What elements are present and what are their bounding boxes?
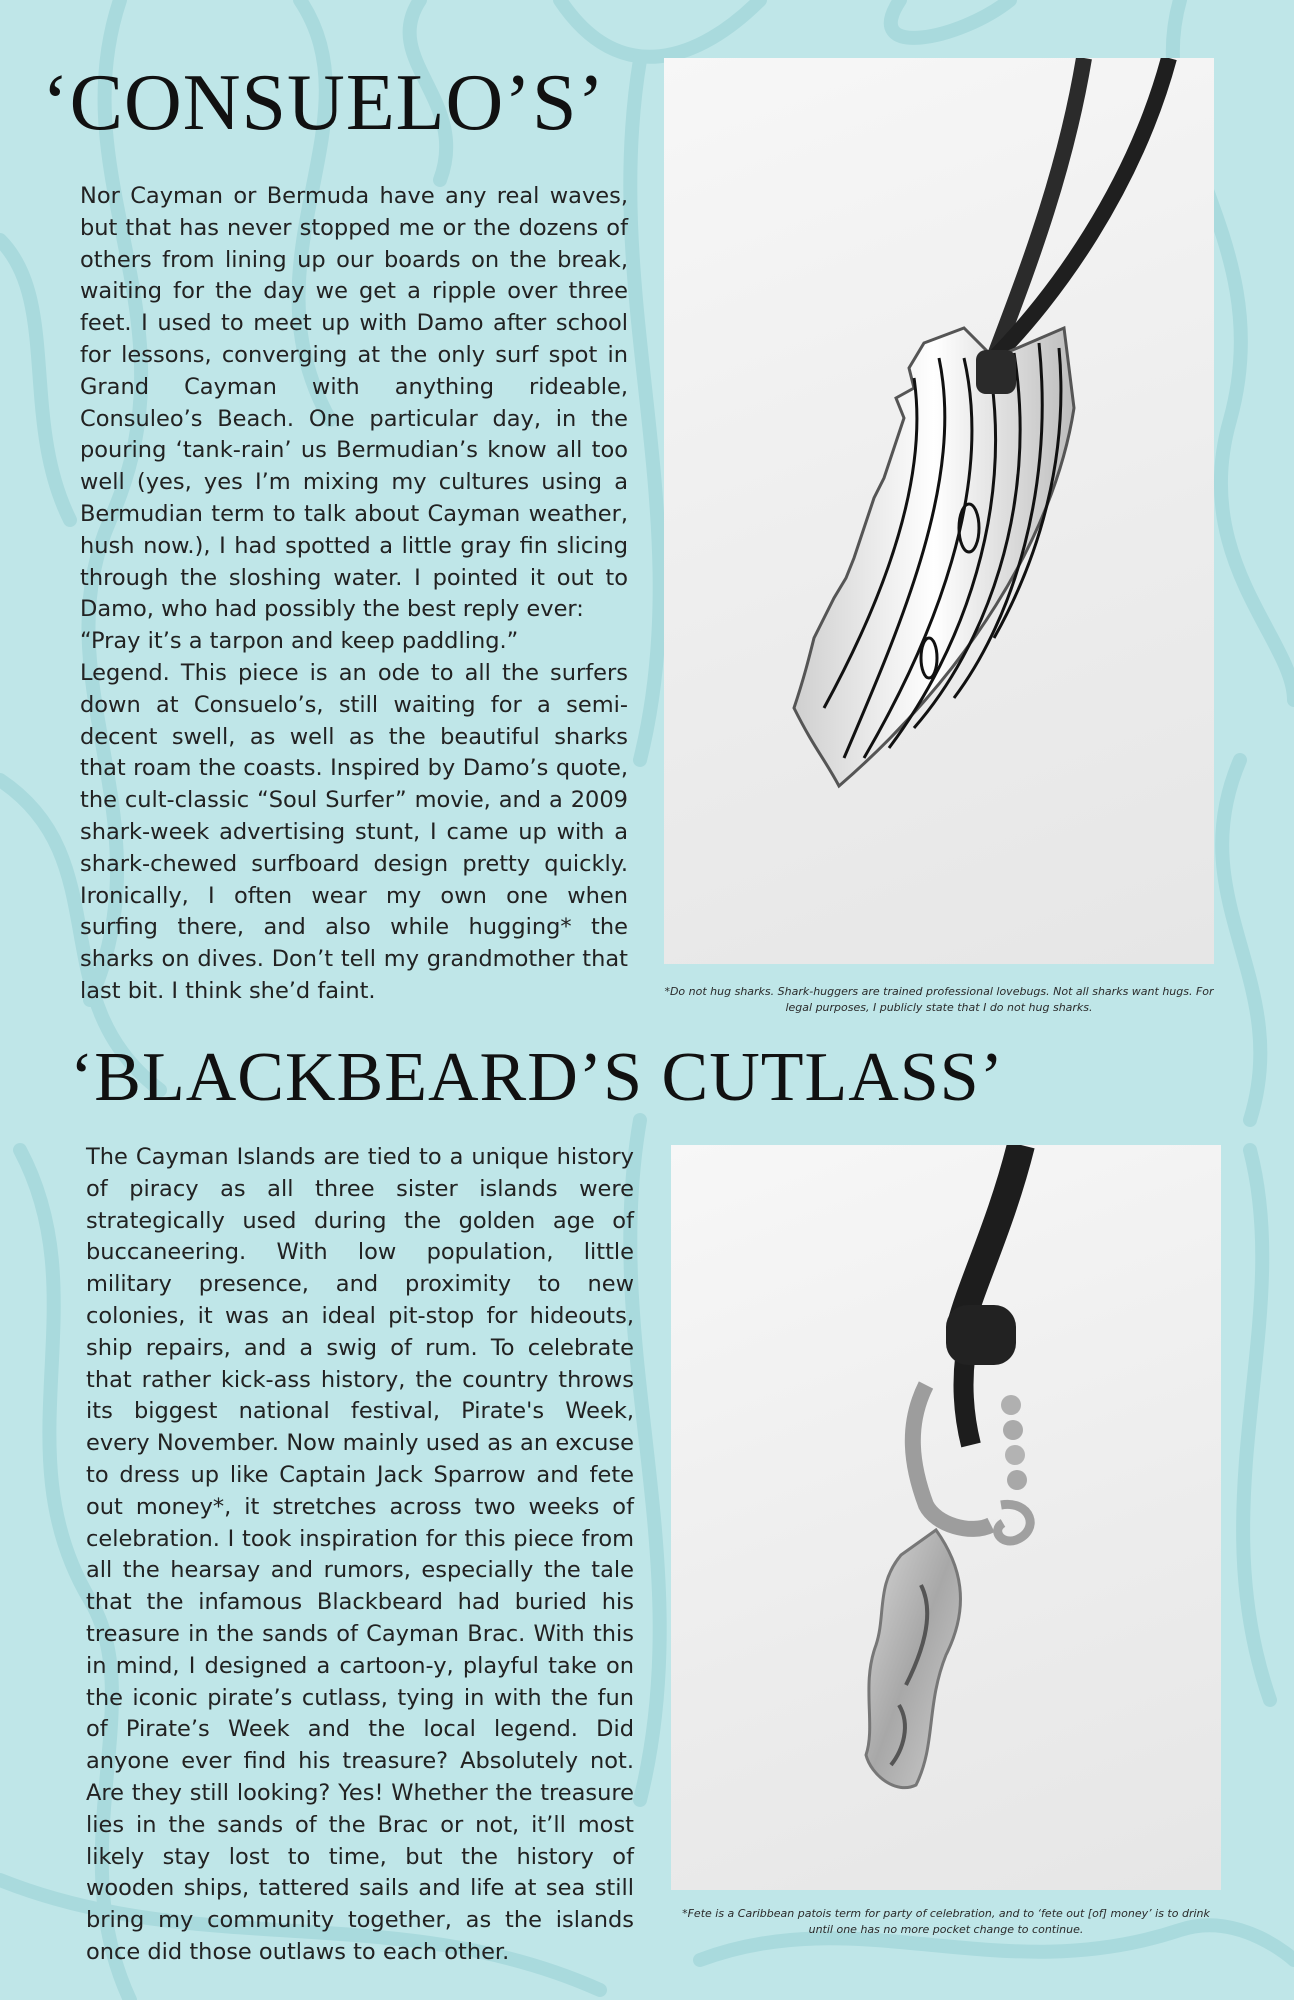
cutlass-story	[86, 1142, 634, 1969]
cutlass-paragraph: The Cayman Islands are tied to a unique history of piracy as all three sister islands were strategically used during the golden age of buccaneering. With low population, little military presence, and proximity to new colonies, it was an ideal pit-stop for hideouts, ship repairs, and a swig of rum. To celebrate that rather kick-ass history, the country throws its biggest national festival, Pirate's Week, every November. Now mainly used as an excuse to dress up like Captain Jack Sparrow and fete out money*, it stretches across two weeks of celebration. I took inspiration for this piece from all the hearsay and rumors, especially the tale that the infamous Blackbeard had buried his treasure in the sands of Cayman Brac. With this in mind, I designed a cartoon-y, playful take on the iconic pirate’s cutlass, tying in with the fun of Pirate’s Week and the local legend. Did anyone ever find his treasure? Absolutely not. Are they still looking? Yes! Whether the treasure lies in the sands of the Brac or not, it’ll most likely stay lost to time, but the history of wooden ships, tattered sails and life at sea still bring my community together, as the islands once did those outlaws to each other.	[86, 1144, 634, 1965]
consuelos-paragraph-2: Legend. This piece is an ode to all the surfers down at Consuelo’s, still waiting for a semi-decent swell, as well as the beautiful sharks that roam the coasts. Inspired by Damo’s quote, the cult-classic “Soul Surfer” movie, and a 2009 shark-week advertising stunt, I came up with a shark-chewed surfboard design pretty quickly. Ironically, I often wear my own one when surfing there, and also while hugging* the sharks on dives. Don’t tell my grandmother that last bit. I think she’d faint.	[80, 659, 628, 1004]
consuelos-story	[80, 181, 628, 1008]
surfboard-pendant-photo	[664, 58, 1214, 964]
cutlass-pendant-photo	[671, 1145, 1221, 1890]
cutlass-pendant-illustration	[671, 1145, 1221, 1890]
section-title-consuelos: ‘CONSUELO’S’	[42, 59, 606, 147]
cutlass-footnote: *Fete is a Caribbean patois term for party of celebration, and to ‘fete out [of] money’ is to drink until one has no more pocket change to continue.	[682, 1907, 1210, 1936]
surfboard-pendant-illustration	[664, 58, 1214, 964]
consuelos-paragraph-1: Nor Cayman or Bermuda have any real waves, but that has never stopped me or the dozens of others from lining up our boards on the break, waiting for the day we get a ripple over three feet. I used to meet up with Damo after school for lessons, converging at the only surf spot in Grand Cayman with anything rideable, Consuleo’s Beach. One particular day, in the pouring ‘tank-rain’ us Bermudian’s know all too well (yes, yes I’m mixing my cultures using a Bermudian term to talk about Cayman weather, hush now.), I had spotted a little gray fin slicing through the sloshing water. I pointed it out to Damo, who had possibly the best reply ever:	[80, 183, 628, 623]
section-title-blackbeards-cutlass: ‘BLACKBEARD’S CUTLASS’	[70, 1039, 1005, 1116]
consuelos-quote: “Pray it’s a tarpon and keep paddling.”	[80, 628, 519, 655]
consuelos-footnote: *Do not hug sharks. Shark-huggers are trained professional lovebugs. Not all sharks want hugs. For legal purposes, I publicly state that I do not hug sharks.	[664, 985, 1214, 1014]
